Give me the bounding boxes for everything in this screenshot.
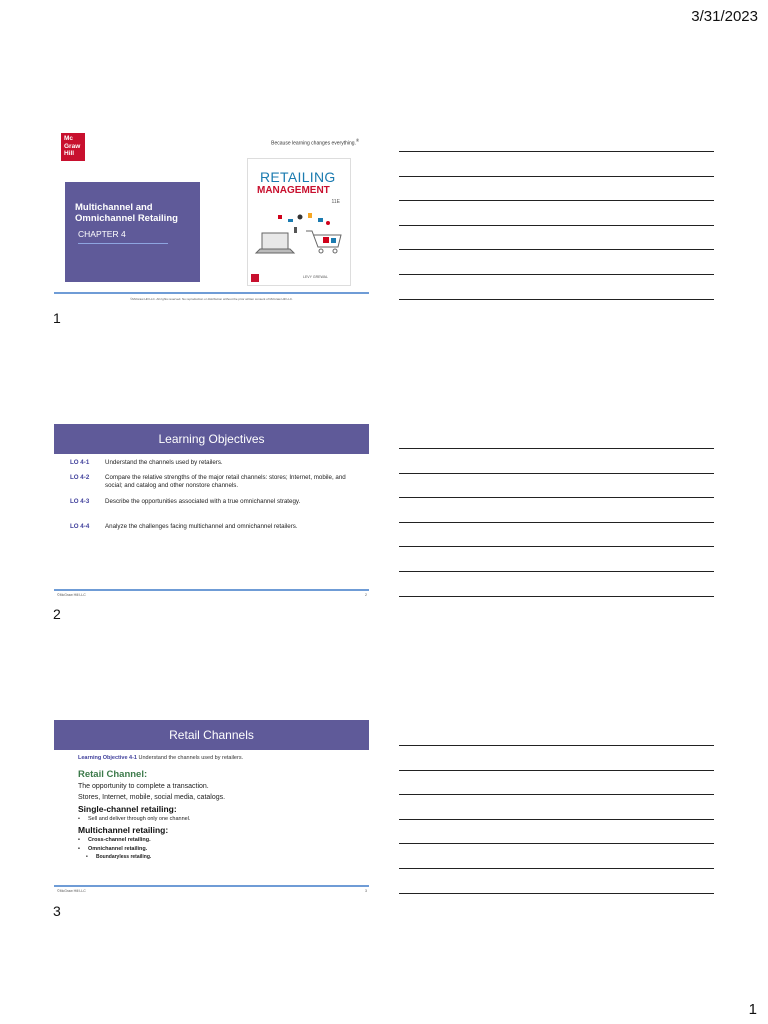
- slide-footer-line: [54, 885, 369, 887]
- slide-header: Learning Objectives: [54, 424, 369, 454]
- bullet-item: • Sell and deliver through only one channel.: [78, 816, 191, 822]
- slide-2-thumbnail: Learning Objectives LO 4-1 Understand the channels used by retailers. LO 4-2 Compare the relative strengths of the major retail channels: stores; Internet, mobile, and social; and catalog and other nonstore channels. LO 4-3 Describe the opportunities associated with a true omnichannel strategy. LO 4-4 Analyze the challenges facing multichannel and omnichannel retailers. ©McGraw Hill LLC 2: [54, 424, 369, 604]
- definition-line: The opportunity to complete a transaction.: [78, 783, 209, 790]
- slide-number-3: 3: [53, 903, 61, 919]
- slide-footer-copyright: ©McGraw Hill LLC: [57, 593, 86, 597]
- multichannel-heading: Multichannel retailing:: [78, 825, 169, 835]
- single-channel-heading: Single-channel retailing:: [78, 804, 177, 814]
- book-title-line1: RETAILING: [260, 169, 336, 185]
- title-box: [65, 182, 200, 282]
- notes-lines-3: [399, 745, 714, 917]
- tagline: Because learning changes everything.®: [271, 138, 359, 147]
- slide-header: Retail Channels: [54, 720, 369, 750]
- bullet-item: • Omnichannel retailing.: [78, 846, 148, 852]
- slide-footer-line: [54, 292, 369, 294]
- publisher-mark-icon: [251, 274, 259, 282]
- sub-bullet-item: • Boundaryless retailing.: [86, 854, 152, 860]
- notes-lines-1: [399, 151, 714, 323]
- slide-3-thumbnail: [54, 720, 369, 900]
- print-date: 3/31/2023: [691, 8, 758, 25]
- definition-line: Stores, Internet, mobile, social media, catalogs.: [78, 794, 226, 801]
- slide-footer-page: 3: [365, 889, 367, 893]
- page-number: 1: [748, 1001, 757, 1018]
- book-edition: 11E: [331, 199, 340, 205]
- slide-footer-line: [54, 589, 369, 591]
- learning-objective-reference: Learning Objective 4-1 Understand the channels used by retailers.: [78, 755, 244, 761]
- slide-number-2: 2: [53, 606, 61, 622]
- copyright-text: ©McGraw Hill LLC. All rights reserved. No reproduction or distribution without the prior written consent of McGraw Hill LLC.: [130, 297, 293, 301]
- slide-footer-copyright: ©McGraw Hill LLC: [57, 889, 86, 893]
- book-cover-image: [247, 158, 351, 286]
- slide-title: Multichannel and Omnichannel Retailing: [75, 202, 178, 224]
- slide-footer-page: 2: [365, 593, 367, 597]
- title-underline: [78, 243, 168, 244]
- chapter-label: CHAPTER 4: [78, 229, 126, 239]
- slide-number-1: 1: [53, 310, 61, 326]
- retail-channel-heading: Retail Channel:: [78, 769, 148, 780]
- book-authors: LEVY GREWAL: [303, 275, 328, 279]
- bullet-item: • Cross-channel retailing.: [78, 837, 151, 843]
- notes-lines-2: [399, 448, 714, 620]
- book-title-line2: MANAGEMENT: [257, 185, 330, 196]
- cart-laptop-illustration: [248, 209, 350, 269]
- mcgraw-hill-logo: Mc Graw Hill: [61, 133, 85, 161]
- slide-1-thumbnail: [54, 133, 369, 313]
